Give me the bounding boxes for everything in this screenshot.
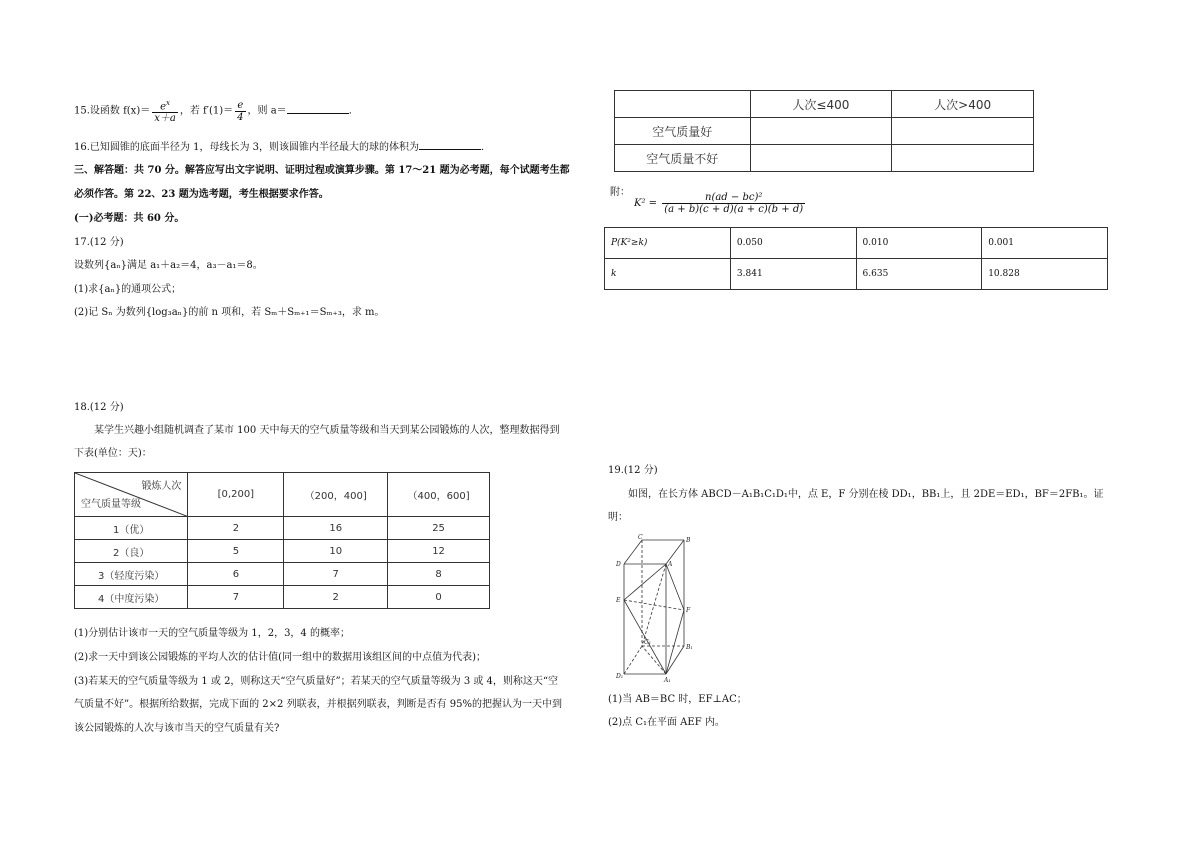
q19-intro-2: 明：	[608, 512, 628, 523]
contingency-row-label: 空气质量不好	[615, 145, 751, 172]
table-cell: 7	[188, 586, 284, 609]
contingency-header-row	[615, 91, 1034, 118]
table-cell: 25	[388, 517, 490, 540]
label-b1: B₁	[686, 644, 693, 651]
section-required: (一)必考题：共 60 分。	[74, 213, 185, 224]
q19-head: 19.(12 分)	[608, 465, 658, 476]
appendix-label: 附：	[610, 187, 630, 198]
q15-suffix: ，则 a＝	[247, 105, 287, 117]
label-e: E	[616, 597, 621, 604]
question-16	[74, 139, 491, 155]
q18-intro-2: 下表(单位：天)：	[74, 448, 152, 459]
label-c1: C₁	[644, 639, 651, 646]
table-cell: 2	[284, 586, 388, 609]
contingency-empty-cell	[750, 118, 892, 145]
table-row	[605, 259, 1108, 290]
row-label: 3（轻度污染）	[75, 563, 188, 586]
table-cell: 0	[388, 586, 490, 609]
section3-line2: 必须作答。第 22、23 题为选考题，考生根据要求作答。	[74, 189, 329, 200]
row-label: 4（中度污染）	[75, 586, 188, 609]
q19-intro-1: 如图，在长方体 ABCD－A₁B₁C₁D₁中，点 E，F 分别在棱 DD₁，BB₁上，且 2DE＝ED₁，BF＝2FB₁。证	[628, 489, 1104, 500]
table-cell: 5	[188, 540, 284, 563]
label-c: C	[638, 534, 643, 541]
table-row	[75, 563, 490, 586]
table-row	[75, 517, 490, 540]
q15-mid: ，若 f′(1)＝	[179, 105, 234, 117]
formula-lhs: K² =	[634, 198, 658, 209]
contingency-empty-cell	[892, 118, 1034, 145]
col-header: （400，600]	[388, 473, 490, 517]
q15-num-sup: x	[166, 99, 170, 107]
table-cell: 10.828	[982, 259, 1108, 290]
row-label: 1（优）	[75, 517, 188, 540]
table-row	[75, 586, 490, 609]
contingency-col-header: 人次>400	[892, 91, 1034, 118]
section3-line1: 三、解答题：共 70 分。解答应写出文字说明、证明过程或演算步骤。第 17～21 题为必考题，每个试题考生都	[74, 165, 570, 176]
col-header: [0,200]	[188, 473, 284, 517]
table-cell: 3.841	[730, 259, 856, 290]
k2-formula	[634, 192, 807, 215]
q15-den2: 4	[237, 111, 244, 123]
contingency-empty-cell	[750, 145, 892, 172]
q15-num: e	[160, 101, 167, 113]
contingency-empty-cell	[892, 145, 1034, 172]
corner-bottom-label: 空气质量等级	[81, 499, 141, 510]
label-b: B	[686, 537, 691, 544]
label-a1: A₁	[664, 677, 671, 684]
contingency-table	[614, 90, 1034, 172]
corner-top-label: 锻炼人次	[141, 481, 182, 492]
formula-fraction	[662, 192, 805, 215]
label-f: F	[686, 607, 691, 614]
table-cell: 8	[388, 563, 490, 586]
contingency-corner	[615, 91, 751, 118]
table-header-row	[75, 473, 490, 517]
contingency-row	[615, 145, 1034, 172]
table-cell: 7	[284, 563, 388, 586]
q19-part1: (1)当 AB＝BC 时，EF⊥AC；	[608, 694, 747, 705]
q18-data-table	[74, 472, 490, 609]
table-row	[75, 540, 490, 563]
q17-head: 17.(12 分)	[74, 237, 124, 248]
table-cell: 2	[188, 517, 284, 540]
table-row	[605, 228, 1108, 259]
formula-den: (a + b)(c + d)(a + c)(b + d)	[664, 204, 804, 215]
label-d: D	[616, 561, 621, 568]
q17-line2: (1)求{aₙ}的通项公式；	[74, 284, 182, 295]
q18-part2: (2)求一天中到该公园锻炼的平均人次的估计值(同一组中的数据用该组区间的中点值为代表)；	[74, 652, 486, 663]
q18-part3-line1: (3)若某天的空气质量等级为 1 或 2，则称这天“空气质量好”；若某天的空气质量等级为 3 或 4，则称这天“空	[74, 676, 559, 687]
q18-part3-line3: 该公园锻炼的人次与该市当天的空气质量有关?	[74, 723, 280, 734]
table-corner-cell	[75, 473, 188, 517]
q18-intro-1: 某学生兴趣小组随机调查了某市 100 天中每天的空气质量等级和当天到某公园锻炼的人次，整理数据得到	[94, 425, 560, 436]
contingency-col-header: 人次≤400	[750, 91, 892, 118]
q17-line1: 设数列{aₙ}满足 a₁＋a₂＝4，a₃－a₁＝8。	[74, 260, 263, 271]
q18-part3-line2: 气质量不好”。根据所给数据，完成下面的 2×2 列联表，并根据列联表，判断是否有 95%的把握认为一天中到	[74, 699, 562, 710]
label-a: A	[668, 561, 673, 568]
table-cell: 6.635	[856, 259, 982, 290]
q16-blank	[419, 139, 481, 150]
q16-end: ．	[481, 142, 491, 153]
q15-prefix: 15.设函数 f(x)＝	[74, 105, 151, 117]
row-label: 2（良）	[75, 540, 188, 563]
q16-text: 16.已知圆锥的底面半径为 1，母线长为 3，则该圆锥内半径最大的球的体积为	[74, 142, 419, 153]
table-cell: 12	[388, 540, 490, 563]
q18-part1: (1)分别估计该市一天的空气质量等级为 1，2，3，4 的概率；	[74, 628, 350, 639]
q15-fraction	[152, 98, 178, 124]
critical-value-table	[604, 227, 1108, 290]
q15-num2: e	[235, 100, 245, 112]
contingency-row-label: 空气质量好	[615, 118, 751, 145]
q15-blank	[287, 103, 349, 114]
contingency-row	[615, 118, 1034, 145]
table-cell: 0.010	[856, 228, 982, 259]
cuboid-figure	[614, 534, 708, 684]
q19-part2: (2)点 C₁在平面 AEF 内。	[608, 717, 725, 728]
question-15	[74, 98, 359, 124]
table-cell: 0.050	[730, 228, 856, 259]
label-d1: D₁	[616, 673, 624, 680]
formula-num: n(ad − bc)²	[662, 192, 805, 204]
table-cell: 6	[188, 563, 284, 586]
q17-line3: (2)记 Sₙ 为数列{log₃aₙ}的前 n 项和，若 Sₘ＋Sₘ₊₁＝Sₘ₊₃，求 m。	[74, 307, 385, 318]
q18-head: 18.(12 分)	[74, 402, 124, 413]
q15-fraction2	[235, 100, 245, 123]
q15-den: x＋a	[154, 113, 176, 125]
table-cell: 16	[284, 517, 388, 540]
table-cell: 10	[284, 540, 388, 563]
q15-end: ．	[348, 105, 359, 117]
kt-row-label: P(K²≥k)	[605, 228, 731, 259]
kt-row-label: k	[605, 259, 731, 290]
table-cell: 0.001	[982, 228, 1108, 259]
col-header: （200，400]	[284, 473, 388, 517]
